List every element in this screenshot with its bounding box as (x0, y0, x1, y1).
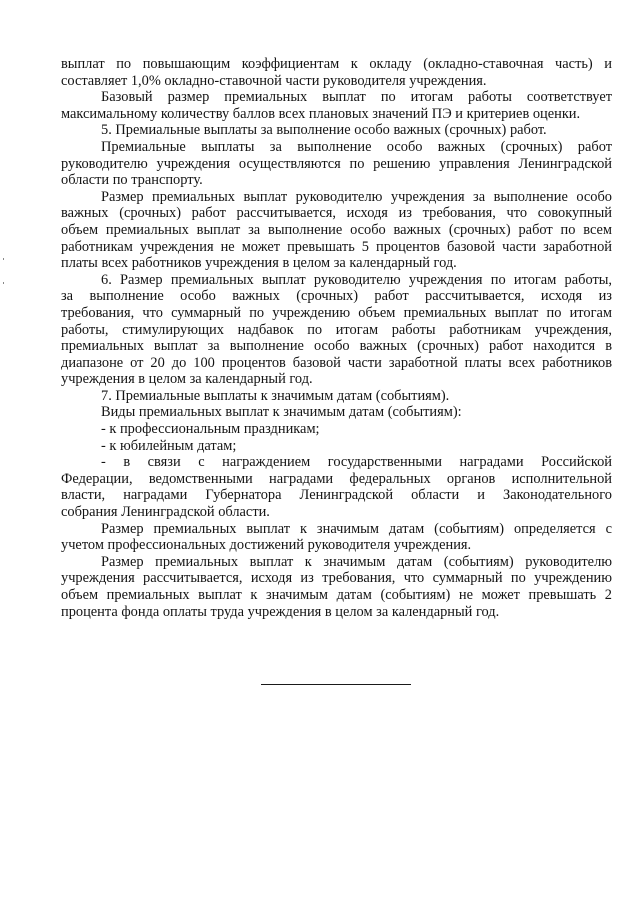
text-line: учреждения в целом за календарный год. (61, 371, 313, 388)
scan-mark (3, 282, 4, 284)
list-item (61, 454, 612, 520)
text-line: - к профессиональным праздникам; (101, 421, 320, 438)
text-line: выплат по повышающим коэффициентам к окладу (окладно-ставочная часть) и (61, 56, 612, 72)
text-line: премиальных выплат за выполнение особо важных (срочных) работ находится в (61, 338, 612, 355)
text-line: Размер премиальных выплат к значимым датам (событиям) руководителю (101, 553, 612, 570)
paragraph (61, 404, 612, 421)
text-line: Размер премиальных выплат к значимым датам (событиям) определяется с (101, 520, 612, 537)
text-line: важных (срочных) работ рассчитывается, исходя из требования, что совокупный (61, 205, 612, 222)
text-line: процента фонда оплаты труда учреждения в целом за календарный год. (61, 603, 500, 620)
text-line: руководителю учреждения осуществляются по решению управления Ленинградской (61, 155, 612, 172)
text-line: требования, что суммарный по учреждению объем премиальных выплат по итогам (61, 304, 612, 321)
text-line: Премиальные выплаты за выполнение особо важных (срочных) работ (101, 138, 612, 155)
paragraph (61, 521, 612, 554)
text-line: учетом профессиональных достижений руководителя учреждения. (61, 537, 472, 554)
paragraph (61, 554, 612, 620)
text-line: 5. Премиальные выплаты за выполнение особо важных (срочных) работ. (101, 122, 547, 139)
text-line: объем премиальных выплат за выполнение особо важных (срочных) работ по всем (61, 221, 612, 238)
text-line: области по транспорту. (61, 172, 203, 189)
text-line: Федерации, ведомственными наградами федеральных органов исполнительной (61, 470, 612, 487)
section-heading (61, 122, 612, 139)
text-line: объем премиальных выплат к значимым датам (событиям) не может превышать 2 (61, 587, 612, 603)
text-line: учреждения рассчитывается, исходя из требования, что суммарный по учреждению (61, 570, 612, 587)
text-line: Размер премиальных выплат руководителю учреждения за выполнение особо (101, 188, 612, 205)
end-rule (261, 684, 411, 685)
text-line: максимальному количеству баллов всех плановых значений ПЭ и критериев оценки. (61, 105, 581, 122)
paragraph (61, 272, 612, 388)
scan-mark (3, 258, 4, 260)
text-line: Виды премиальных выплат к значимым датам (событиям): (101, 404, 462, 421)
text-line: Базовый размер премиальных выплат по итогам работы соответствует (101, 89, 612, 106)
text-line: работы, стимулирующих надбавок по итогам работы работникам учреждения, (61, 321, 612, 338)
text-line: составляет 1,0% окладно-ставочной части руководителя учреждения. (61, 72, 487, 89)
paragraph (61, 56, 612, 89)
paragraph (61, 189, 612, 272)
text-line: власти, наградами Губернатора Ленинградской области и Законодательного (61, 487, 612, 504)
text-line: собрания Ленинградской области. (61, 504, 270, 521)
text-line: за выполнение особо важных (срочных) работ рассчитывается, исходя из (61, 288, 612, 305)
paragraph (61, 139, 612, 189)
text-line: 6. Размер премиальных выплат руководителю учреждения по итогам работы, (101, 271, 612, 288)
section-heading (61, 388, 612, 405)
list-item (61, 438, 612, 455)
text-line: - к юбилейным датам; (101, 437, 237, 454)
text-line: - в связи с награждением государственными наградами Российской (101, 454, 612, 471)
list-item (61, 421, 612, 438)
document-page (61, 56, 612, 620)
text-line: 7. Премиальные выплаты к значимым датам (событиям). (101, 387, 450, 404)
text-line: работникам учреждения не может превышать 5 процентов базовой части заработной (61, 238, 612, 255)
text-line: платы всех работников учреждения в целом за календарный год. (61, 255, 457, 272)
text-line: диапазоне от 20 до 100 процентов базовой части заработной платы всех работников (61, 354, 612, 371)
paragraph (61, 89, 612, 122)
